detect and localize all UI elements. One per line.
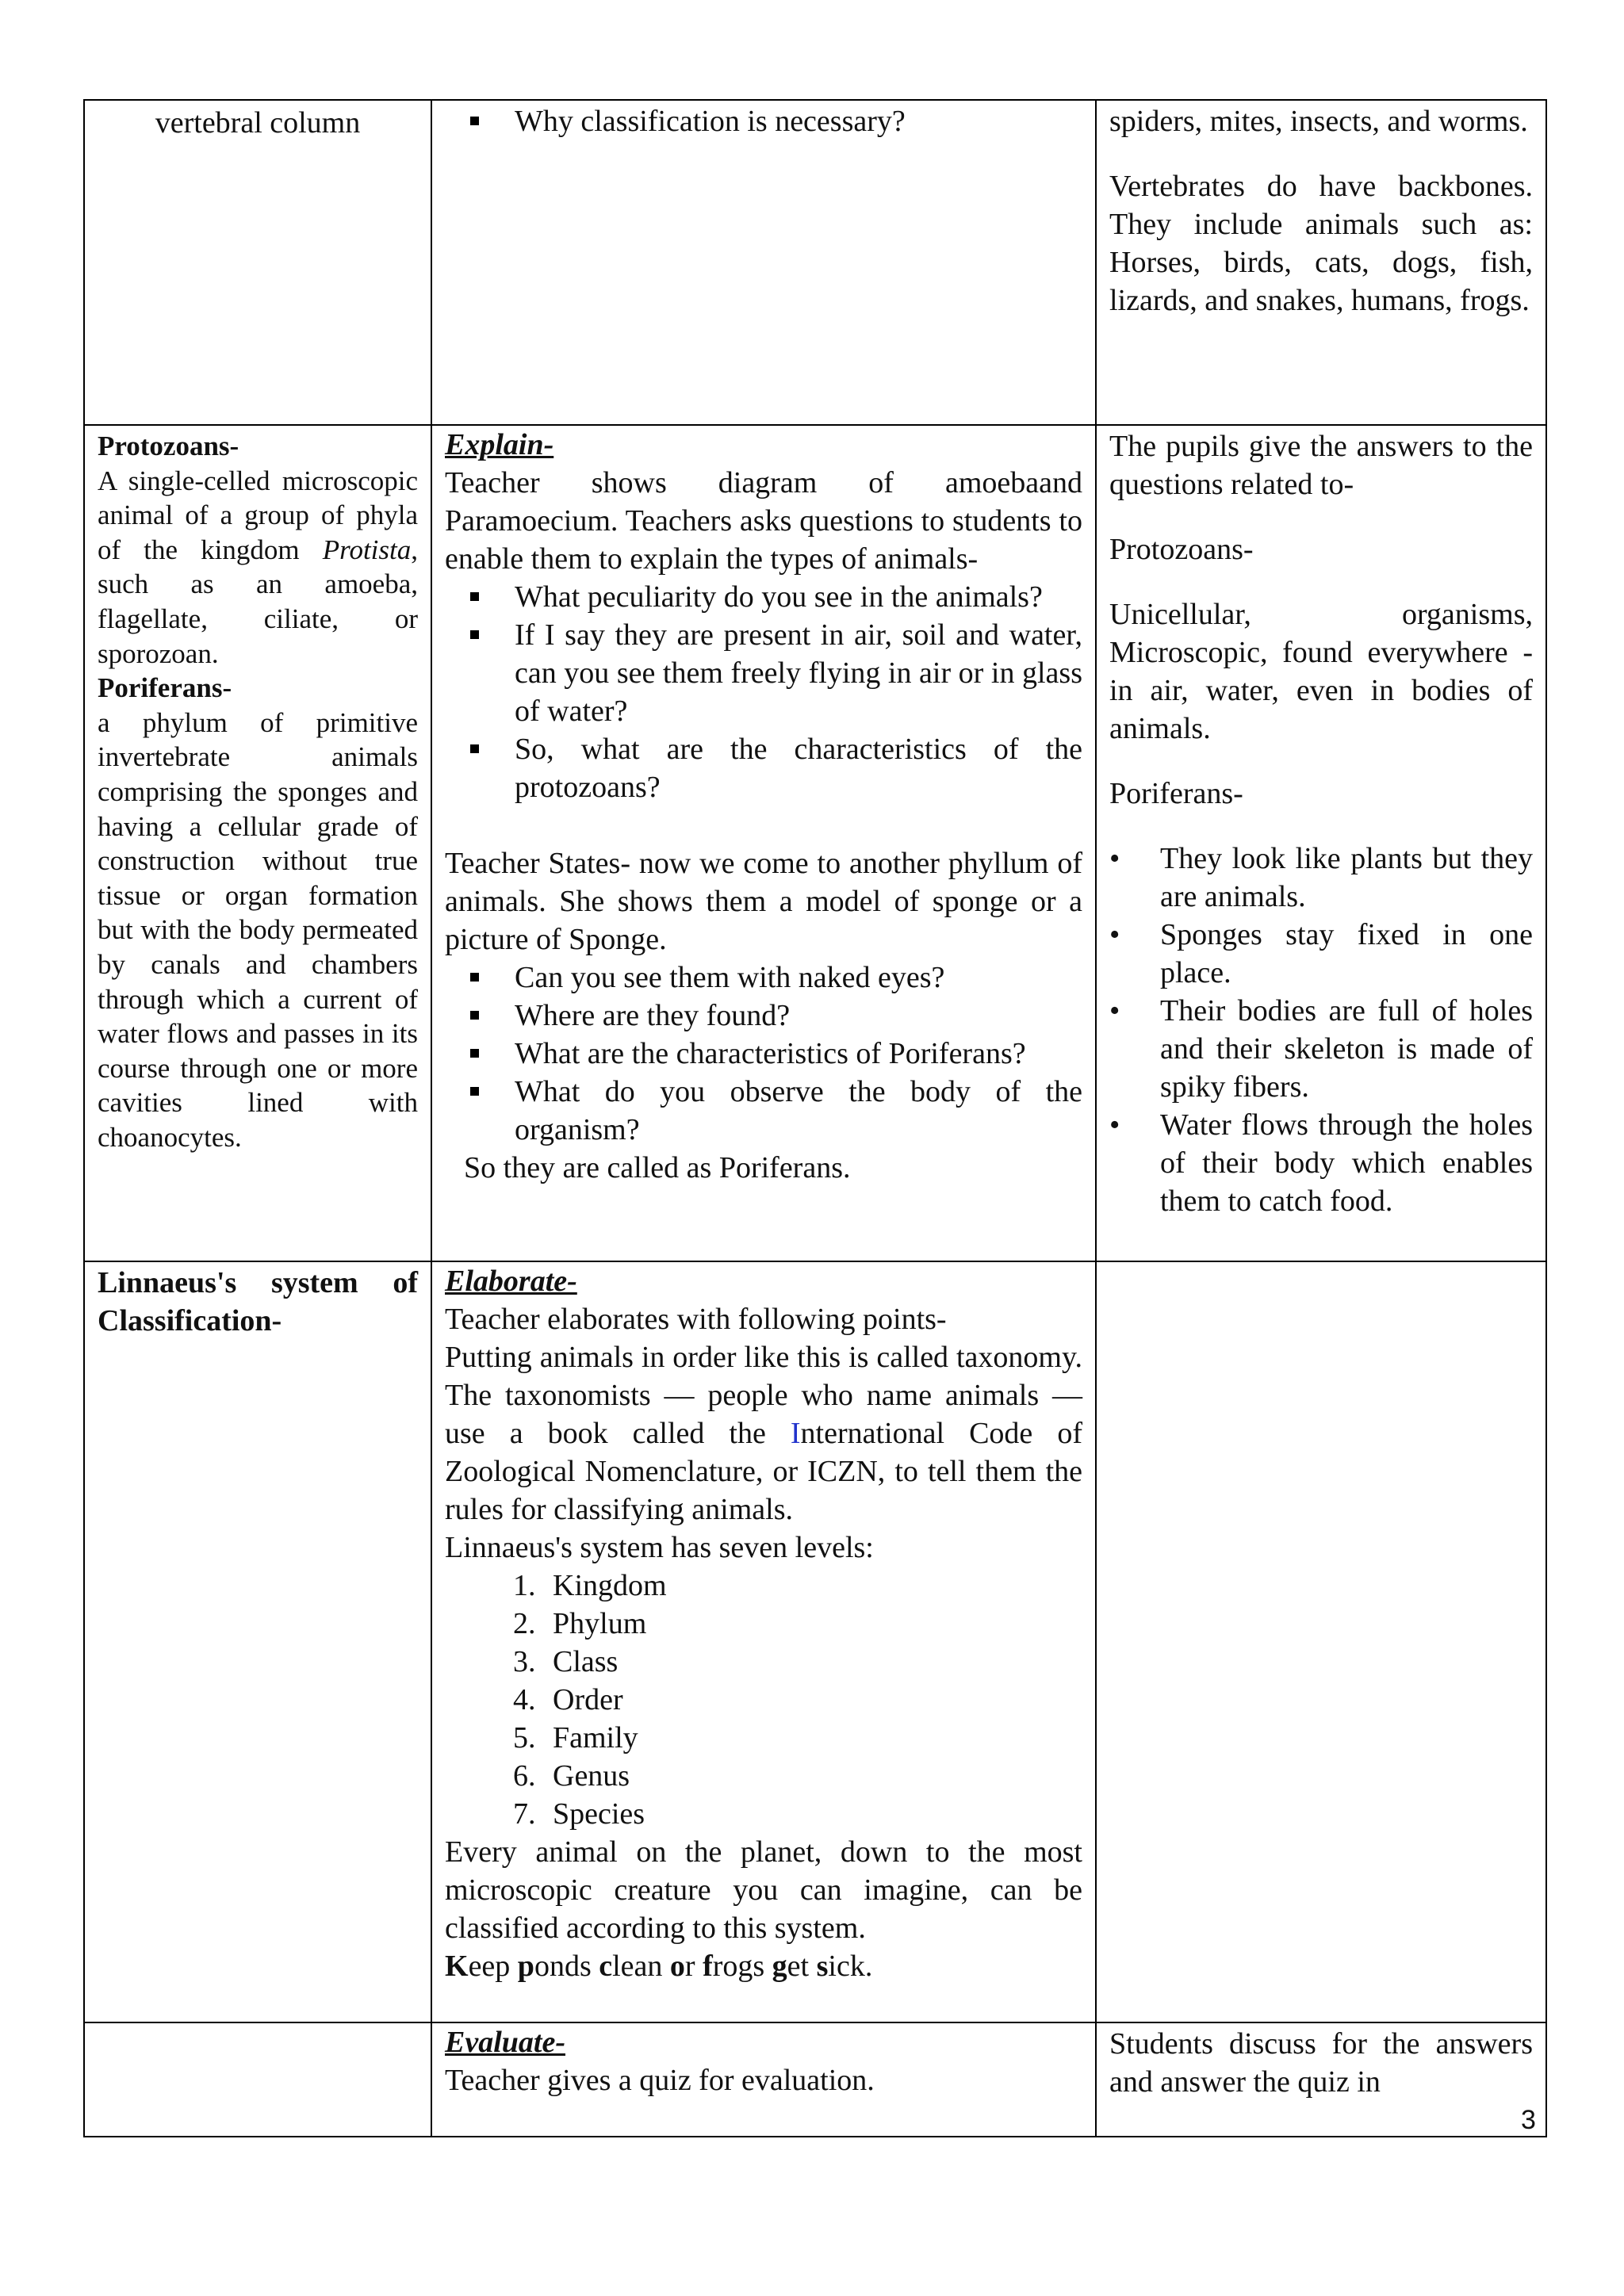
table-row: [84, 100, 1546, 425]
list-item: 2. Phylum: [543, 1605, 1082, 1643]
every-animal-text: Every animal on the planet, down to the most microscopic creature you can imagine, can be classified according to this system.: [445, 1835, 1082, 1945]
list-item: What peculiarity do you see in the animals?: [515, 578, 1082, 616]
response-cell: [1096, 100, 1546, 425]
list-item: Why classification is necessary?: [515, 102, 1082, 140]
vertebrates-text: Vertebrates do have backbones. They include animals such as: Horses, birds, cats, dogs, fish, lizards, and snakes, humans, frogs.: [1109, 170, 1533, 317]
evaluate-heading: Evaluate-: [445, 2026, 565, 2059]
activity-cell: [431, 425, 1096, 1261]
linnaeus-heading: Linnaeus's system of Classification-: [98, 1266, 418, 1337]
activity-cell: [431, 100, 1096, 425]
list-item: What are the characteristics of Poriferans?: [515, 1035, 1082, 1073]
students-quiz-text: Students discuss for the answers and answer the quiz in: [1109, 2027, 1533, 2099]
lesson-plan-table: [83, 99, 1547, 2137]
pupils-intro: The pupils give the answers to the questions related to-: [1109, 430, 1533, 501]
list-item: What do you observe the body of the organism?: [515, 1073, 1082, 1149]
list-item: • Water flows through the holes of their body which enables them to catch food.: [1160, 1106, 1533, 1220]
pupils-protozoa-answer: Unicellular, organisms, Microscopic, found everywhere - in air, water, even in bodies of animals.: [1109, 598, 1533, 745]
list-item: • They look like plants but they are animals.: [1160, 840, 1533, 916]
table-row: [84, 425, 1546, 1261]
pupils-protozoa-heading: Protozoans-: [1109, 533, 1254, 566]
list-item: 7. Species: [543, 1795, 1082, 1833]
list-item: • Sponges stay fixed in one place.: [1160, 916, 1533, 992]
explain-heading: Explain-: [445, 428, 554, 461]
list-item: 3. Class: [543, 1643, 1082, 1681]
table-row: [84, 1261, 1546, 2022]
question-list: [445, 959, 1082, 1149]
mnemonic: Keep ponds clean or frogs get sick.: [445, 1950, 873, 1983]
protozoa-definition: A single-celled microscopic animal of a group of phyla of the kingdom Protista, such as an amoeba, flagellate, ciliate, or sporozoan.: [98, 465, 418, 669]
page-number: 3: [1521, 2105, 1536, 2135]
pupils-porifera-heading: Poriferans-: [1109, 777, 1243, 810]
list-item: 4. Order: [543, 1681, 1082, 1719]
porifera-definition: a phylum of primitive invertebrate animals comprising the sponges and having a cellular grade of construction without true tissue or organ formation but with the body permeated by canals and chambers through which a current of water flows and passes in its course through one or more cavities lined with choanocytes.: [98, 706, 418, 1153]
list-item: 6. Genus: [543, 1757, 1082, 1795]
list-item: • Their bodies are full of holes and their skeleton is made of spiky fibers.: [1160, 992, 1533, 1106]
protozoa-heading: Protozoans-: [98, 430, 239, 461]
response-cell: [1096, 2022, 1546, 2137]
question-list: [445, 102, 1082, 140]
content-cell: [84, 2022, 431, 2137]
content-cell: [84, 1261, 431, 2022]
elaborate-heading: Elaborate-: [445, 1265, 577, 1298]
content-cell: [84, 425, 431, 1261]
content-cell: [84, 100, 431, 425]
activity-cell: [431, 2022, 1096, 2137]
list-item: 5. Family: [543, 1719, 1082, 1757]
evaluate-text: Teacher gives a quiz for evaluation.: [445, 2064, 875, 2097]
list-item: 1. Kingdom: [543, 1567, 1082, 1605]
teacher-states-text: Teacher States- now we come to another phyllum of animals. She shows them a model of sponge or a picture of Sponge.: [445, 847, 1082, 956]
explain-closing: So they are called as Poriferans.: [464, 1151, 851, 1184]
elaborate-intro: Teacher elaborates with following points-: [445, 1303, 947, 1336]
porifera-answer-list: [1109, 840, 1533, 1220]
question-list: [445, 578, 1082, 806]
invertebrates-text: spiders, mites, insects, and worms.: [1109, 105, 1528, 138]
taxonomy-paragraph: Putting animals in order like this is called taxonomy. The taxonomists — people who name animals — use a book called the International Code of Zoological Nomenclature, or ICZN, to tell them the rules for classifying animals.: [445, 1341, 1082, 1526]
porifera-heading: Poriferans-: [98, 672, 232, 704]
table-row: [84, 2022, 1546, 2137]
list-item: So, what are the characteristics of the protozoans?: [515, 730, 1082, 806]
classification-levels-list: [445, 1567, 1082, 1833]
list-item: Can you see them with naked eyes?: [515, 959, 1082, 997]
response-cell: [1096, 425, 1546, 1261]
list-item: If I say they are present in air, soil and water, can you see them freely flying in air or in glass of water?: [515, 616, 1082, 730]
response-cell: [1096, 1261, 1546, 2022]
vertebral-column-label: vertebral column: [155, 106, 361, 140]
list-item: Where are they found?: [515, 997, 1082, 1035]
activity-cell: [431, 1261, 1096, 2022]
explain-intro: Teacher shows diagram of amoebaand Paramoecium. Teachers asks questions to students to enable them to explain the types of animals-: [445, 466, 1082, 576]
levels-intro: Linnaeus's system has seven levels:: [445, 1531, 874, 1564]
